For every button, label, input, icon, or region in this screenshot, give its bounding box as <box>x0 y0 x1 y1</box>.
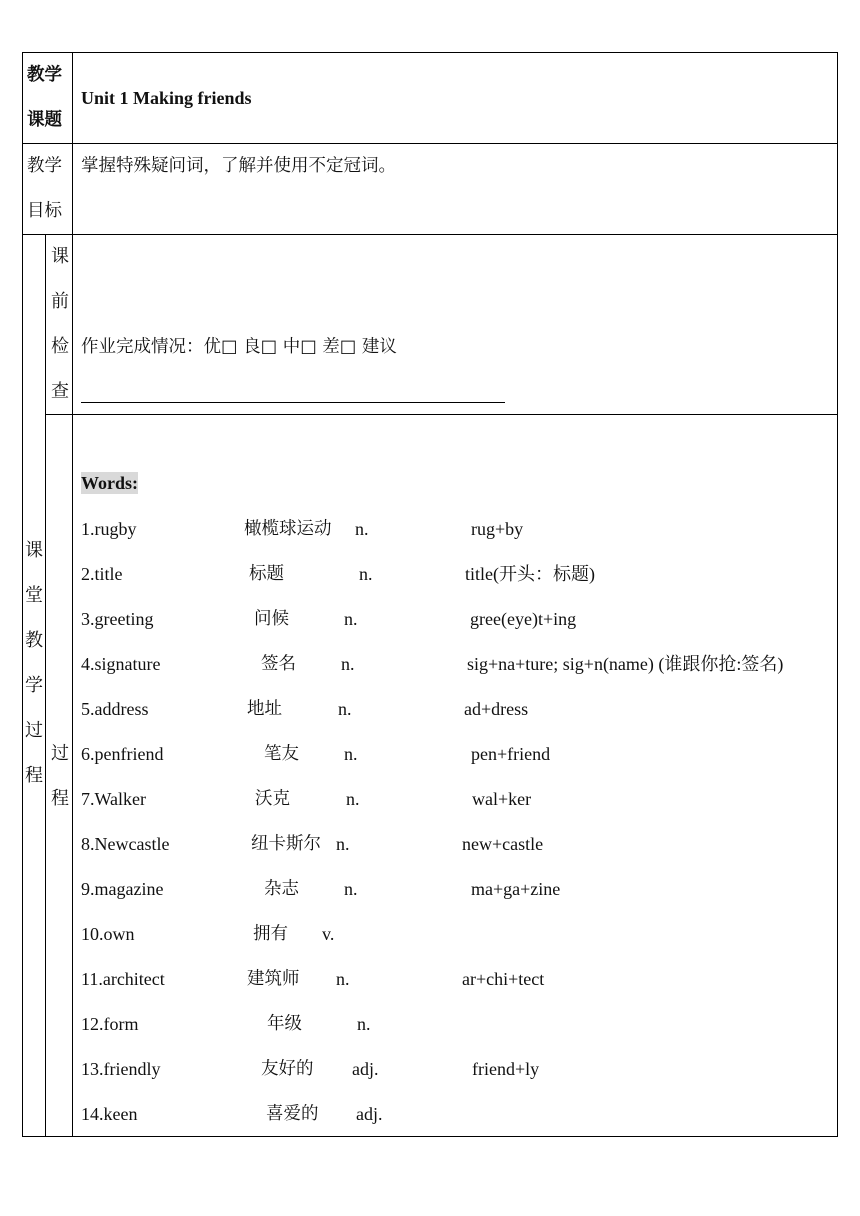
word-part-of-speech: n. <box>359 564 373 584</box>
word-part-of-speech: n. <box>344 879 358 899</box>
row-divider-2 <box>22 234 838 235</box>
outer-header-char-3: 教 <box>25 630 43 651</box>
word-entry: 9.magazine <box>81 879 164 899</box>
word-meaning: 问候 <box>254 609 289 629</box>
word-memory-note: title(开头：标题) <box>465 564 595 584</box>
word-part-of-speech: n. <box>344 609 358 629</box>
column-divider-sub <box>45 234 46 1137</box>
table-border-top <box>22 52 838 53</box>
subheader-prelesson-char-3: 检 <box>51 336 69 357</box>
word-entry: 2.title <box>81 564 123 584</box>
word-entry: 13.friendly <box>81 1059 161 1079</box>
word-entry: 4.signature <box>81 654 161 674</box>
column-divider-main <box>72 52 73 1137</box>
suggestion-underline <box>81 402 505 403</box>
word-part-of-speech: n. <box>357 1014 371 1034</box>
word-entry: 11.architect <box>81 969 165 989</box>
homework-check-text: 作业完成情况：优□ 良□ 中□ 差□ 建议 <box>81 337 397 357</box>
word-memory-note: pen+friend <box>471 744 551 764</box>
word-part-of-speech: adj. <box>352 1059 379 1079</box>
word-memory-note: sig+na+ture; sig+n(name) (谁跟你抢:签名) <box>467 654 784 674</box>
word-meaning: 喜爱的 <box>266 1104 319 1124</box>
word-part-of-speech: n. <box>341 654 355 674</box>
word-part-of-speech: adj. <box>356 1104 383 1124</box>
word-meaning: 友好的 <box>261 1059 314 1079</box>
word-entry: 1.rugby <box>81 519 137 539</box>
row1-header-line2: 课题 <box>27 110 62 130</box>
words-section-title: Words: <box>81 473 139 493</box>
word-meaning: 橄榄球运动 <box>244 519 332 539</box>
row2-header-line2: 目标 <box>27 201 62 221</box>
word-memory-note: friend+ly <box>472 1059 540 1079</box>
word-memory-note: gree(eye)t+ing <box>470 609 577 629</box>
subheader-process-char-2: 程 <box>51 788 69 809</box>
table-border-right <box>837 52 838 1137</box>
word-entry: 6.penfriend <box>81 744 164 764</box>
word-meaning: 建筑师 <box>247 969 300 989</box>
word-entry: 3.greeting <box>81 609 154 629</box>
row1-header-line1: 教学 <box>27 65 62 85</box>
word-entry: 7.Walker <box>81 789 147 809</box>
word-entry: 12.form <box>81 1014 139 1034</box>
word-memory-note: new+castle <box>462 834 544 854</box>
row-divider-1 <box>22 143 838 144</box>
word-memory-note: rug+by <box>471 519 524 539</box>
word-meaning: 标题 <box>249 564 284 584</box>
word-entry: 10.own <box>81 924 135 944</box>
word-part-of-speech: v. <box>322 924 335 944</box>
lesson-title: Unit 1 Making friends <box>81 88 252 108</box>
word-memory-note: ad+dress <box>464 699 529 719</box>
word-part-of-speech: n. <box>346 789 360 809</box>
table-border-bottom <box>22 1136 838 1137</box>
word-part-of-speech: n. <box>344 744 358 764</box>
subheader-prelesson-char-1: 课 <box>51 246 69 267</box>
word-meaning: 杂志 <box>264 879 299 899</box>
word-meaning: 笔友 <box>264 744 299 764</box>
subheader-prelesson-char-4: 查 <box>51 381 69 402</box>
subheader-process-char-1: 过 <box>51 743 69 764</box>
outer-header-char-1: 课 <box>25 540 43 561</box>
word-part-of-speech: n. <box>355 519 369 539</box>
word-part-of-speech: n. <box>336 834 350 854</box>
row-divider-3 <box>45 414 838 415</box>
word-meaning: 拥有 <box>253 924 288 944</box>
word-entry: 5.address <box>81 699 149 719</box>
outer-header-char-2: 堂 <box>25 585 43 606</box>
word-memory-note: ma+ga+zine <box>471 879 561 899</box>
subheader-prelesson-char-2: 前 <box>51 291 69 312</box>
word-memory-note: wal+ker <box>472 789 532 809</box>
word-meaning: 年级 <box>267 1014 302 1034</box>
word-meaning: 沃克 <box>255 789 290 809</box>
row2-header-line1: 教学 <box>27 156 62 176</box>
word-meaning: 地址 <box>247 699 282 719</box>
teaching-goal-text: 掌握特殊疑问词，了解并使用不定冠词。 <box>81 156 396 176</box>
word-entry: 14.keen <box>81 1104 138 1124</box>
word-entry: 8.Newcastle <box>81 834 170 854</box>
outer-header-char-4: 学 <box>25 675 43 696</box>
outer-header-char-5: 过 <box>25 720 43 741</box>
word-part-of-speech: n. <box>338 699 352 719</box>
word-meaning: 纽卡斯尔 <box>251 834 321 854</box>
word-memory-note: ar+chi+tect <box>462 969 545 989</box>
outer-header-char-6: 程 <box>25 765 43 786</box>
word-meaning: 签名 <box>261 654 296 674</box>
word-part-of-speech: n. <box>336 969 350 989</box>
